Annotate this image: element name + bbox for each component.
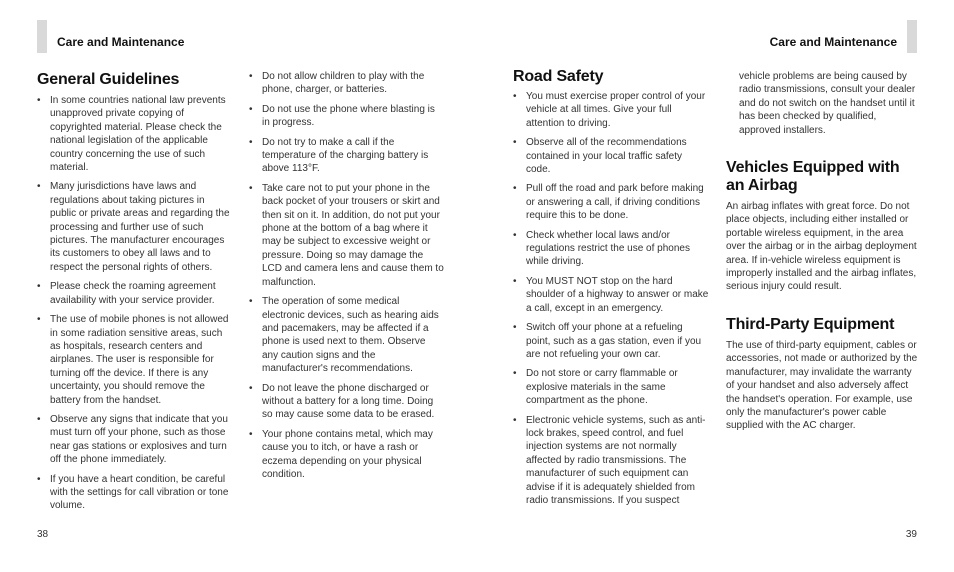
column-3 bbox=[513, 68, 709, 513]
right-page bbox=[477, 0, 954, 572]
heading-general-guidelines: General Guidelines bbox=[37, 71, 180, 88]
list-item: • Observe all of the recommendations contained in your local traffic safety code. bbox=[513, 136, 709, 176]
list-item: • Take care not to put your phone in the back pocket of your trousers or skirt and then sit on it. In addition, do not put your phone at the bottom of a bag where it may be subject to excessive weight or pressure. Doing so may damage the LCD and camera lens and cause them to malfunction. bbox=[249, 182, 444, 289]
list-item: • Do not allow children to play with the phone, charger, or batteries. bbox=[249, 70, 444, 97]
heading-road-safety: Road Safety bbox=[513, 68, 604, 85]
column-2 bbox=[249, 70, 444, 487]
list-item: • The operation of some medical electronic devices, such as hearing aids and pacemakers, may be affected if a phone is used next to them. Observe any caution signs and the manufacturer's recommendations. bbox=[249, 295, 444, 375]
heading-third-party: Third-Party Equipment bbox=[726, 315, 895, 333]
list-item: • Your phone contains metal, which may cause you to itch, or have a rash or eczema depending on your physical condition. bbox=[249, 428, 444, 482]
list-item: • Do not store or carry flammable or explosive materials in the same compartment as the phone. bbox=[513, 367, 709, 407]
list-item: • Pull off the road and park before making or answering a call, if driving conditions require this to be done. bbox=[513, 182, 709, 222]
page-number-left: 38 bbox=[37, 529, 49, 540]
list-item: • You must exercise proper control of your vehicle at all times. Give your full attention to driving. bbox=[513, 90, 709, 130]
heading-airbag: Vehicles Equipped with an Airbag bbox=[726, 159, 900, 195]
list-item: • Switch off your phone at a refueling point, such as a gas station, even if you are not refueling your own car. bbox=[513, 321, 709, 361]
section-tab-marker bbox=[37, 20, 47, 53]
general-guidelines-list bbox=[37, 94, 232, 513]
list-item: • Check whether local laws and/or regulations restrict the use of phones while driving. bbox=[513, 229, 709, 269]
airbag-section bbox=[726, 159, 920, 294]
page-number-right: 39 bbox=[905, 529, 917, 540]
running-head-right: Care and Maintenance bbox=[769, 35, 897, 49]
list-item: • Many jurisdictions have laws and regulations about taking pictures in public or private areas and regarding the processing and further use of such pictures. The manufacturer encourages its customers to obey all laws and to respect the personal rights of others. bbox=[37, 180, 232, 274]
list-item: • Do not try to make a call if the temperature of the charging battery is above 113°F. bbox=[249, 136, 444, 176]
general-guidelines-list-continued bbox=[249, 70, 444, 481]
list-item: • Please check the roaming agreement availability with your service provider. bbox=[37, 280, 232, 307]
list-item: • In some countries national law prevents unapproved private copying of copyrighted material. Please check the national legislation of the applicable country concerning the use of such material. bbox=[37, 94, 232, 174]
list-item: • Electronic vehicle systems, such as anti-lock brakes, speed control, and fuel injection systems are not normally affected by radio transmissions. The manufacturer of such equipment can advise if it is adequately shielded from radio transmissions. If you suspect bbox=[513, 414, 709, 508]
list-item: • If you have a heart condition, be careful with the settings for call vibration or tone volume. bbox=[37, 473, 232, 513]
list-item: • Do not use the phone where blasting is in progress. bbox=[249, 103, 444, 130]
running-head-left: Care and Maintenance bbox=[57, 35, 185, 49]
column-4 bbox=[726, 70, 920, 455]
airbag-text: An airbag inflates with great force. Do not place objects, including either installed or portable wireless equipment, in the area over the airbag or in the airbag deployment area. If in-vehicle wireless equipment is improperly installed and the airbag inflates, serious injury could result. bbox=[726, 201, 917, 293]
third-party-text: The use of third-party equipment, cables or accessories, not made or authorized by the manufacturer, may invalidate the warranty of your handset and also adversely affect the handset's operation. For example, use only the manufacturer's power cable supplied with the AC charger. bbox=[726, 339, 918, 432]
column-1 bbox=[37, 71, 232, 519]
third-party-section bbox=[726, 316, 920, 433]
list-item: • Do not leave the phone discharged or without a battery for a long time. Doing so may cause some data to be erased. bbox=[249, 382, 444, 422]
section-tab-marker bbox=[907, 20, 917, 53]
list-item: • Observe any signs that indicate that you must turn off your phone, such as those near gas stations or explosives and turn off the phone immediately. bbox=[37, 413, 232, 467]
road-safety-list bbox=[513, 90, 709, 507]
road-safety-continued-text: vehicle problems are being caused by radio transmissions, consult your dealer and do not switch on the handset until it has been checked by qualified, approved installers. bbox=[739, 71, 916, 136]
list-item: • The use of mobile phones is not allowed in some radiation sensitive areas, such as hospitals, research centers and airplanes. The user is responsible for turning off the device. If there is any uncertainty, you should remove the battery from the handset. bbox=[37, 313, 232, 407]
list-item: • You MUST NOT stop on the hard shoulder of a highway to answer or make a call, except in an emergency. bbox=[513, 275, 709, 315]
